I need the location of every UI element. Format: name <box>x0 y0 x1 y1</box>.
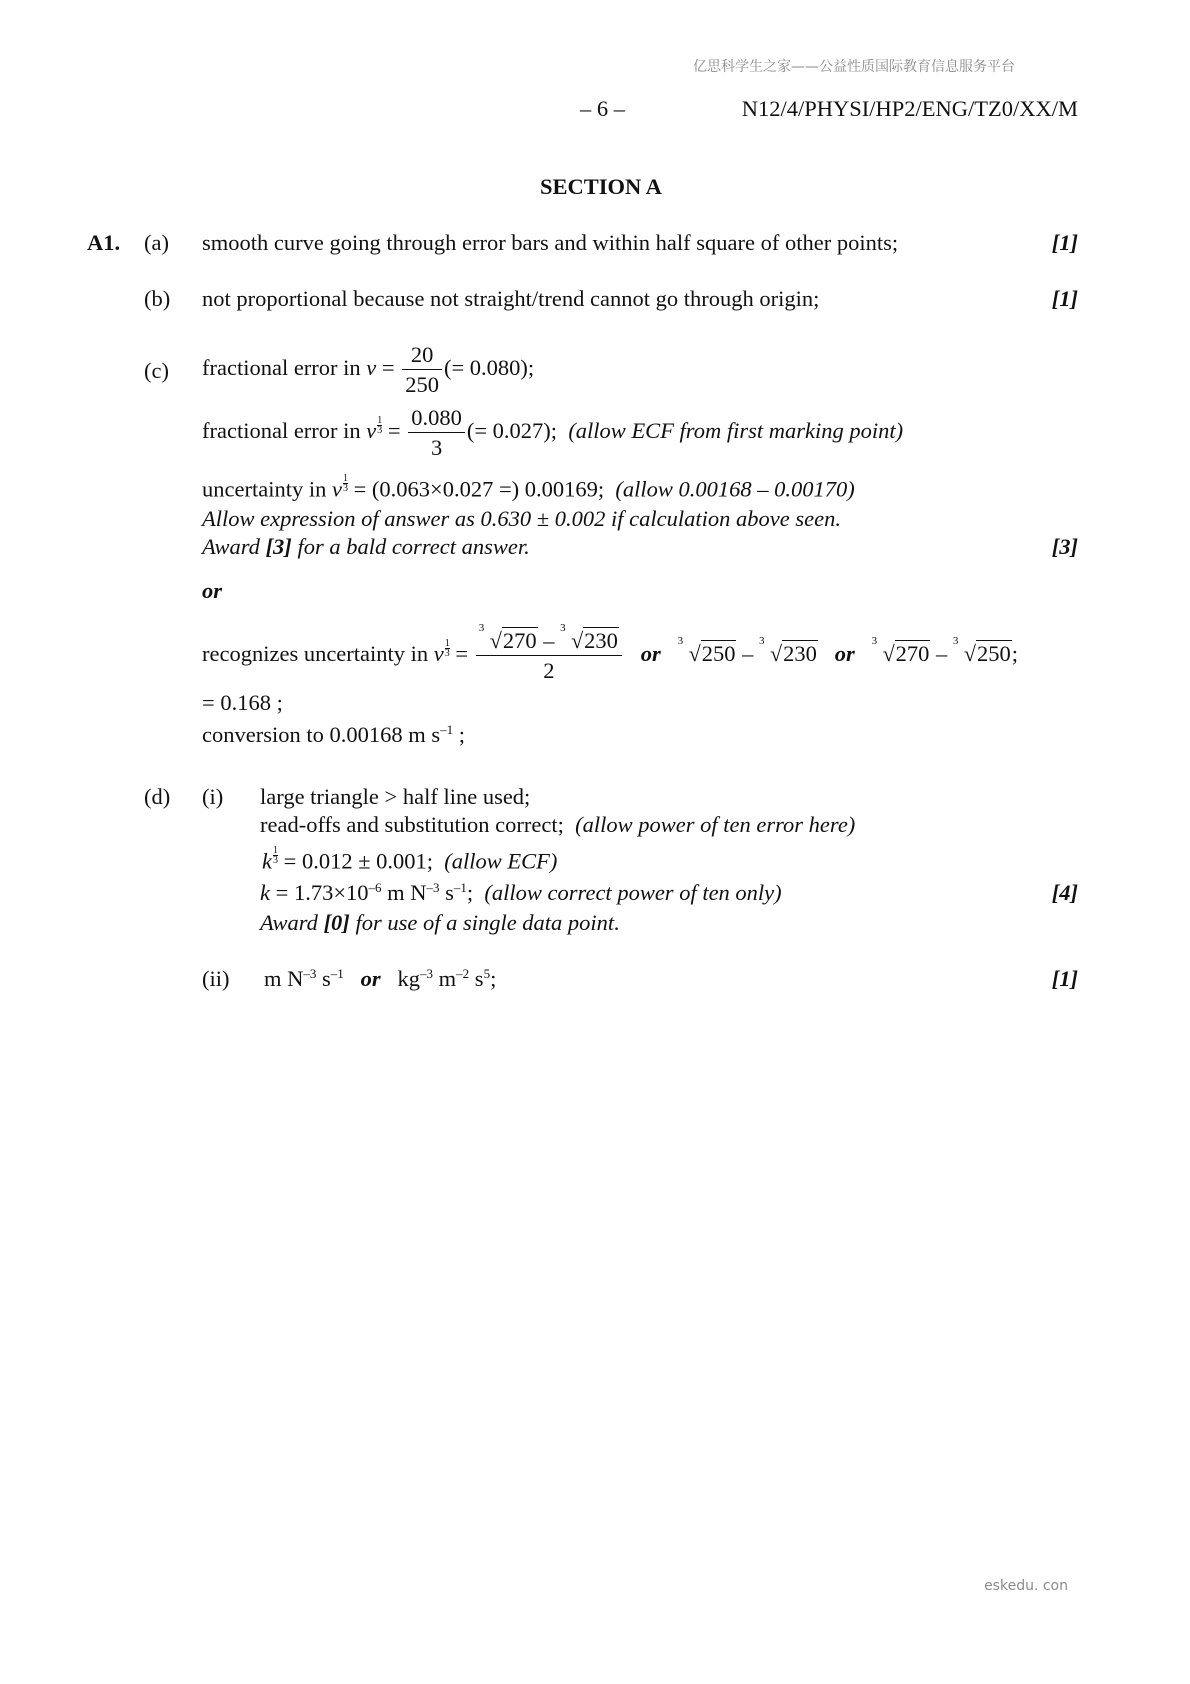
minus: – <box>930 641 953 667</box>
or-word: or <box>360 966 381 991</box>
part-c-line4: Allow expression of answer as 0.630 ± 0.002 if calculation above seen. <box>202 506 841 531</box>
part-a-text: smooth curve going through error bars and within half square of other points; <box>202 230 899 255</box>
var-v: v <box>366 355 377 381</box>
denominator: 2 <box>543 657 555 683</box>
part-b-text: not proportional because not straight/trend cannot go through origin; <box>202 286 820 311</box>
exponent: –1 <box>453 880 467 896</box>
var-v: v <box>366 418 377 444</box>
root-index: 3 <box>952 635 959 648</box>
part-d-i-line2 <box>260 812 855 838</box>
exp-den: 3 <box>377 424 383 436</box>
award-post: for use of a single data point. <box>349 910 620 935</box>
watermark-bottom: eskedu. con <box>984 1578 1068 1594</box>
line2-text: read-offs and substitution correct; <box>260 812 564 837</box>
part-d-i-line5 <box>260 910 620 936</box>
line4-value: = 1.73×10 <box>270 880 369 905</box>
unit: s <box>469 966 484 991</box>
exp-num: 1 <box>377 414 383 426</box>
unit: m <box>433 966 457 991</box>
unit: m N <box>381 880 427 905</box>
question-number: A1. <box>87 230 121 255</box>
part-d-i-mark: [4] <box>1051 880 1078 905</box>
part-d-i-line4 <box>260 880 782 906</box>
root-index: 3 <box>478 622 485 634</box>
part-c-label: (c) <box>144 358 169 383</box>
cube-root-270: 3 √270 <box>871 635 930 667</box>
numerator: 20 <box>402 342 442 370</box>
part-d-ii-units <box>264 966 496 992</box>
exp-num: 1 <box>444 637 450 649</box>
alt-prefix: recognizes uncertainty in <box>202 641 434 667</box>
line3-note: (allow 0.00168 – 0.00170) <box>615 476 855 502</box>
semicolon: ; <box>490 966 497 991</box>
part-c-line1 <box>202 342 534 398</box>
semicolon: ; <box>1011 641 1018 667</box>
cube-root-270: 3 √270 <box>478 622 537 653</box>
line1-prefix: fractional error in <box>202 355 367 381</box>
part-c-alt-line1 <box>202 622 1018 684</box>
exp-den: 3 <box>273 855 278 866</box>
award-pre: Award <box>260 910 324 935</box>
part-c-line3 <box>202 474 855 503</box>
line3-value: = 0.012 ± 0.001; <box>278 848 434 874</box>
numerator: 0.080 <box>408 405 465 433</box>
line2-note: (allow ECF from first marking point) <box>568 418 904 444</box>
var-k: k <box>262 848 272 874</box>
exponent: 5 <box>483 966 491 982</box>
conversion-text: conversion to 0.00168 m s <box>202 722 441 747</box>
numerator <box>476 622 622 656</box>
var-v: v <box>433 641 444 667</box>
exponent: –6 <box>368 880 382 896</box>
radicand: 230 <box>783 641 817 667</box>
exponent: –1 <box>440 722 454 738</box>
part-b-label: (b) <box>144 286 171 311</box>
section-title: SECTION A <box>540 174 662 199</box>
exp-den: 3 <box>444 647 450 659</box>
line4-note: (allow correct power of ten only) <box>484 880 782 905</box>
or-word: or <box>834 641 855 667</box>
part-d-i-line1: large triangle > half line used; <box>260 784 531 809</box>
cube-root-230: 3 √230 <box>560 622 618 653</box>
part-b-mark: [1] <box>1051 286 1078 311</box>
radicand: 270 <box>502 628 537 653</box>
unit: s <box>316 966 331 991</box>
part-d-ii-label: (ii) <box>202 966 230 991</box>
var-k: k <box>260 880 270 905</box>
radicand: 250 <box>976 641 1011 667</box>
award-post: for a bald correct answer. <box>291 534 530 559</box>
cube-root-230: 3 √230 <box>758 635 817 667</box>
root-index: 3 <box>560 622 566 634</box>
denominator: 3 <box>430 434 443 460</box>
watermark-top: 亿思科学生之家——公益性质国际教育信息服务平台 <box>693 59 1015 75</box>
part-a-label: (a) <box>144 230 169 255</box>
exponent: –1 <box>330 966 344 982</box>
equals: = <box>449 641 474 667</box>
line2-note: (allow power of ten error here) <box>575 812 856 837</box>
page-number: – 6 – <box>580 96 625 121</box>
unit: kg <box>397 966 421 991</box>
award-mark: [3] <box>265 534 292 559</box>
line3-note: (allow ECF) <box>444 848 558 874</box>
award-pre: Award <box>202 534 266 559</box>
exponent: –3 <box>420 966 434 982</box>
fraction-20-250 <box>402 342 442 398</box>
line1-result: (= 0.080); <box>444 355 535 381</box>
equals: = <box>376 355 401 381</box>
exponent: –3 <box>426 880 440 896</box>
exp-num: 1 <box>273 845 278 856</box>
part-c-line2 <box>202 405 903 461</box>
part-d-label: (d) <box>144 784 171 809</box>
line3-prefix: uncertainty in <box>202 476 332 502</box>
line2-result: (= 0.027); <box>466 418 558 444</box>
unit: m N <box>264 966 304 991</box>
root-index: 3 <box>758 635 765 648</box>
or-separator: or <box>202 578 223 603</box>
radicand: 270 <box>895 641 930 667</box>
part-c-mark: [3] <box>1051 534 1078 559</box>
cube-root-250: 3 √250 <box>952 635 1011 667</box>
line2-prefix: fractional error in <box>202 418 367 444</box>
root-index: 3 <box>871 635 878 648</box>
part-a-mark: [1] <box>1051 230 1078 255</box>
root-index: 3 <box>677 635 684 648</box>
part-c-alt-line3 <box>202 722 465 748</box>
var-v: v <box>331 476 342 502</box>
unit: s <box>439 880 454 905</box>
semicolon: ; <box>453 722 465 747</box>
line3-calc: = (0.063×0.027 =) 0.00169; <box>347 476 605 502</box>
part-c-line5 <box>202 534 530 560</box>
fraction-cube-root-difference <box>476 622 622 684</box>
part-d-i-line3 <box>262 846 557 875</box>
exponent: –2 <box>456 966 470 982</box>
semicolon: ; <box>466 880 474 905</box>
equals: = <box>382 418 407 444</box>
document-code: N12/4/PHYSI/HP2/ENG/TZ0/XX/M <box>741 96 1078 121</box>
denominator: 250 <box>405 371 439 397</box>
exp-num: 1 <box>342 473 348 484</box>
exponent: –3 <box>303 966 317 982</box>
part-c-alt-line2: = 0.168 ; <box>202 690 283 715</box>
or-word: or <box>640 641 661 667</box>
minus: – <box>537 628 561 653</box>
cube-root-250: 3 √250 <box>677 635 736 667</box>
minus: – <box>736 641 759 667</box>
radicand: 250 <box>701 641 736 667</box>
radicand: 230 <box>584 628 618 653</box>
award-mark: [0] <box>323 910 350 935</box>
exp-den: 3 <box>342 483 348 494</box>
fraction-0080-3 <box>408 405 465 461</box>
part-d-i-label: (i) <box>202 784 224 809</box>
part-d-ii-mark: [1] <box>1051 966 1078 991</box>
